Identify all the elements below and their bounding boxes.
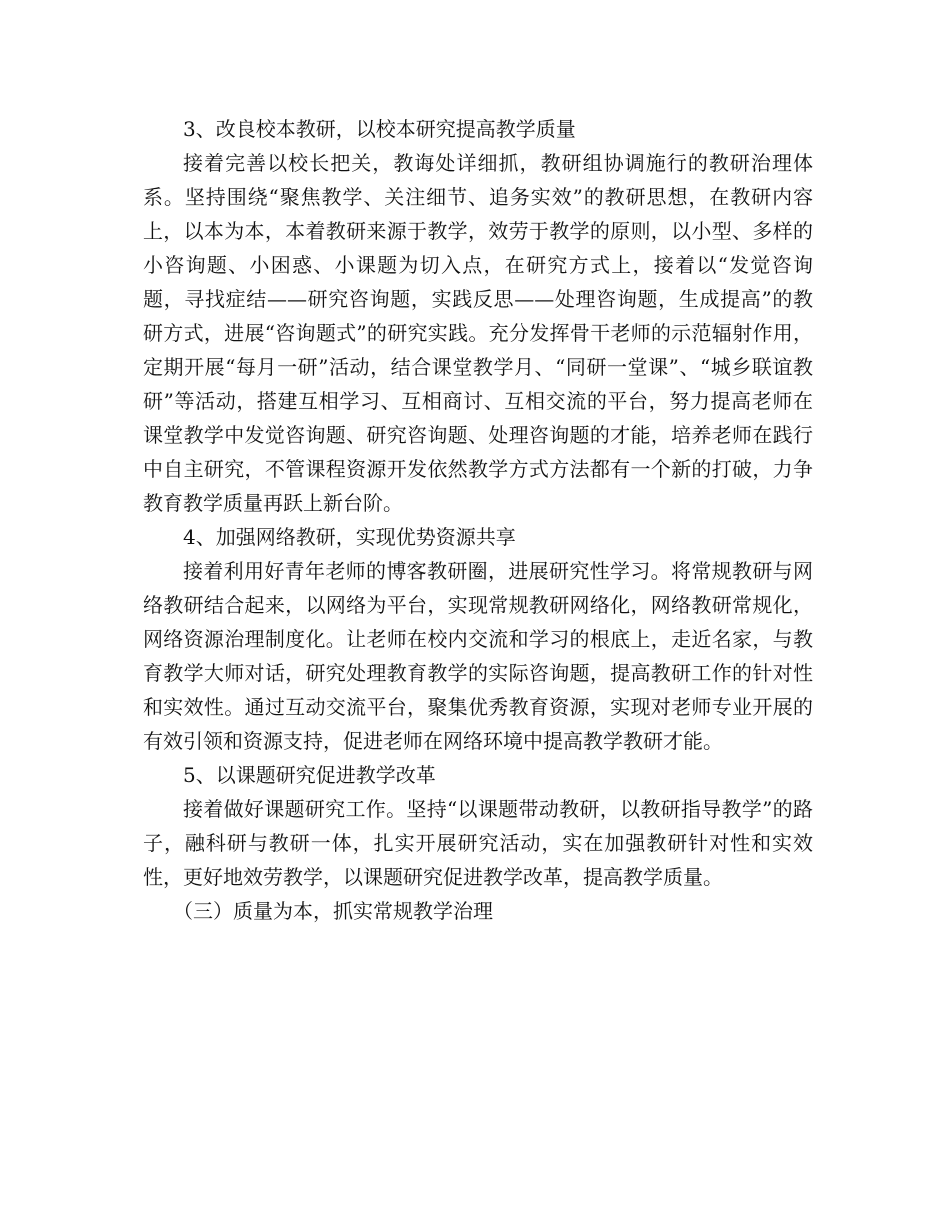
section-heading-5: 5、以课题研究促进教学改革: [183, 763, 436, 787]
paragraph-project-research: 接着做好课题研究工作。坚持“以课题带动教研，以教研指导教学”的路子，融科研与教研一体，扎实开展研究活动，实在加强教研针对性和实效性，更好地效劳教学，以课题研究促进教学改革，提高教学质量。: [143, 797, 813, 889]
section-heading-3: 3、改良校本教研，以校本研究提高教学质量: [183, 117, 576, 141]
section-heading-3-quality: （三）质量为本，抓实常规教学治理: [173, 899, 493, 923]
paragraph-network-research: 接着利用好青年老师的博客教研圈，进展研究性学习。将常规教研与网络教研结合起来，以网络为平台，实现常规教研网络化，网络教研常规化，网络资源治理制度化。让老师在校内交流和学习的根底上，走近名家，与教育教学大师对话，研究处理教育教学的实际咨询题，提高教研工作的针对性和实效性。通过互动交流平台，聚集优秀教育资源，实现对老师专业开展的有效引领和资源支持，促进老师在网络环境中提高教学教研才能。: [143, 559, 813, 753]
document-body: [143, 112, 813, 928]
paragraph-school-research: 接着完善以校长把关，教诲处详细抓，教研组协调施行的教研治理体系。坚持围绕“聚焦教学、关注细节、追务实效”的教研思想，在教研内容上，以本为本，本着教研来源于教学，效劳于教学的原则，以小型、多样的小咨询题、小困惑、小课题为切入点，在研究方式上，接着以“发觉咨询题，寻找症结——研究咨询题，实践反思——处理咨询题，生成提高”的教研方式，进展“咨询题式”的研究实践。充分发挥骨干老师的示范辐射作用，定期开展“每月一研”活动，结合课堂教学月、“同研一堂课”、“城乡联谊教研”等活动，搭建互相学习、互相商讨、互相交流的平台，努力提高老师在课堂教学中发觉咨询题、研究咨询题、处理咨询题的才能，培养老师在践行中自主研究，不管课程资源开发依然教学方式方法都有一个新的打破，力争教育教学质量再跃上新台阶。: [143, 151, 813, 515]
section-heading-4: 4、加强网络教研，实现优势资源共享: [183, 525, 516, 549]
